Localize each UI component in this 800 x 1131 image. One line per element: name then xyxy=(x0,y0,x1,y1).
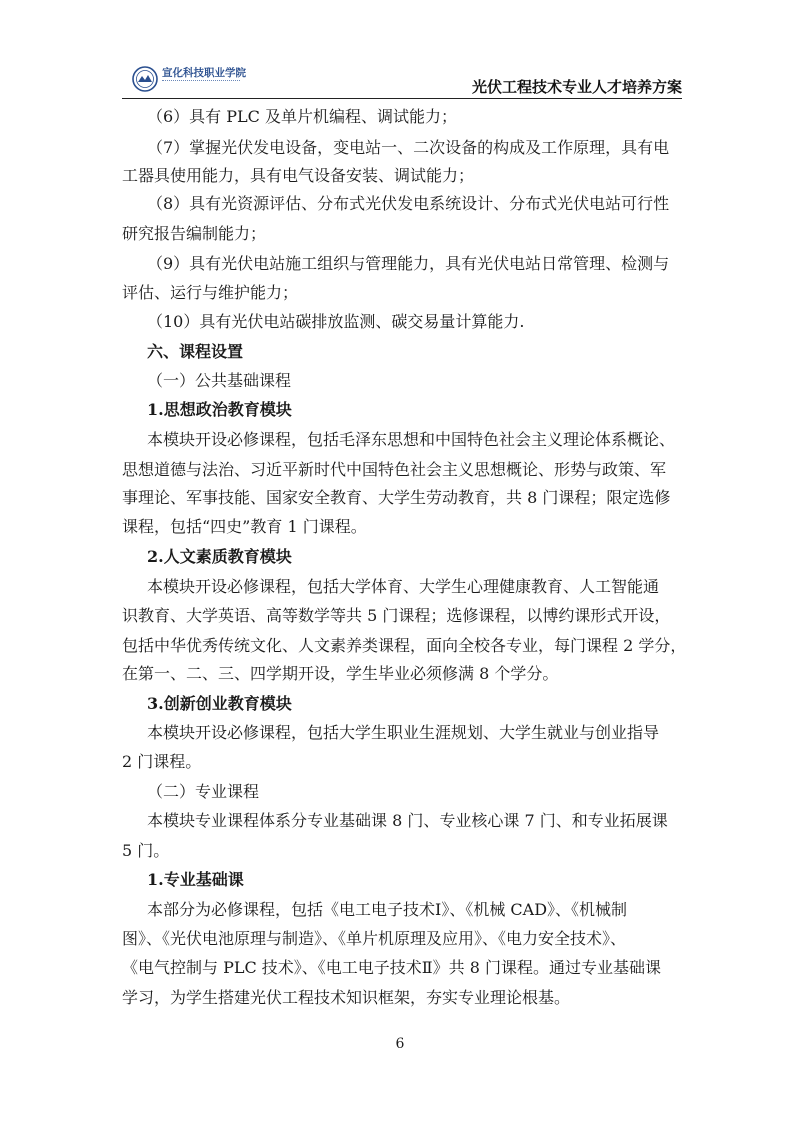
module-heading: 1.思想政治教育模块 xyxy=(147,400,292,419)
text-line: 包括中华优秀传统文化、人文素养类课程，面向全校各专业，每门课程 2 学分， xyxy=(122,636,687,655)
subsection-heading: （二）专业课程 xyxy=(147,782,260,801)
text-line: 在第一、二、三、四学期开设，学生毕业必须修满 8 个学分。 xyxy=(122,664,559,683)
text-line: 2 门课程。 xyxy=(122,752,202,771)
text-line: 本模块开设必修课程，包括毛泽东思想和中国特色社会主义理论体系概论、 xyxy=(147,430,676,449)
header-rule xyxy=(122,98,682,99)
school-name: 宣化科技职业学院 xyxy=(162,67,246,79)
text-line: 《电气控制与 PLC 技术》、《电工电子技术Ⅱ》共 8 门课程。通过专业基础课 xyxy=(122,958,662,977)
module-heading: 3.创新创业教育模块 xyxy=(147,694,292,713)
module-heading: 2.人文素质教育模块 xyxy=(147,547,292,566)
document-title: 光伏工程技术专业人才培养方案 xyxy=(471,78,682,96)
section-heading: 六、课程设置 xyxy=(147,342,244,361)
text-line: （9）具有光伏电站施工组织与管理能力，具有光伏电站日常管理、检测与 xyxy=(147,254,670,273)
text-line: 课程，包括“四史”教育 1 门课程。 xyxy=(122,517,367,536)
text-line: 工器具使用能力，具有电气设备安装、调试能力； xyxy=(122,166,475,185)
module-heading: 1.专业基础课 xyxy=(147,870,244,889)
text-line: （8）具有光资源评估、分布式光伏发电系统设计、分布式光伏电站可行性 xyxy=(147,194,670,213)
text-line: 识教育、大学英语、高等数学等共 5 门课程；选修课程，以博约课形式开设， xyxy=(122,606,671,625)
text-line: 本模块开设必修课程，包括大学体育、大学生心理健康教育、人工智能通 xyxy=(147,577,660,596)
text-line: 评估、运行与维护能力； xyxy=(122,283,299,302)
text-line: 研究报告编制能力； xyxy=(122,224,267,243)
text-line: 事理论、军事技能、国家安全教育、大学生劳动教育，共 8 门课程；限定选修 xyxy=(122,488,671,507)
page-number: 6 xyxy=(395,1036,405,1052)
page-header xyxy=(122,62,682,98)
text-line: （7）掌握光伏发电设备，变电站一、二次设备的构成及工作原理，具有电 xyxy=(147,138,670,157)
school-name-underline xyxy=(162,80,240,84)
text-line: （10）具有光伏电站碳排放监测、碳交易量计算能力. xyxy=(147,312,525,331)
text-line: 本模块专业课程体系分专业基础课 8 门、专业核心课 7 门、和专业拓展课 xyxy=(147,811,668,830)
text-line: 本模块开设必修课程，包括大学生职业生涯规划、大学生就业与创业指导 xyxy=(147,723,660,742)
subsection-heading: （一）公共基础课程 xyxy=(147,371,292,390)
text-line: 思想道德与法治、习近平新时代中国特色社会主义思想概论、形势与政策、军 xyxy=(122,460,667,479)
text-line: 图》、《光伏电池原理与制造》、《单片机原理及应用》、《电力安全技术》、 xyxy=(122,929,627,948)
text-line: 本部分为必修课程，包括《电工电子技术Ⅰ》、《机械 CAD》、《机械制 xyxy=(147,900,628,919)
text-line: 5 门。 xyxy=(122,841,170,860)
school-logo-icon xyxy=(132,66,158,92)
text-line: （6）具有 PLC 及单片机编程、调试能力； xyxy=(147,107,457,126)
text-line: 学习，为学生搭建光伏工程技术知识框架，夯实专业理论根基。 xyxy=(122,988,571,1007)
